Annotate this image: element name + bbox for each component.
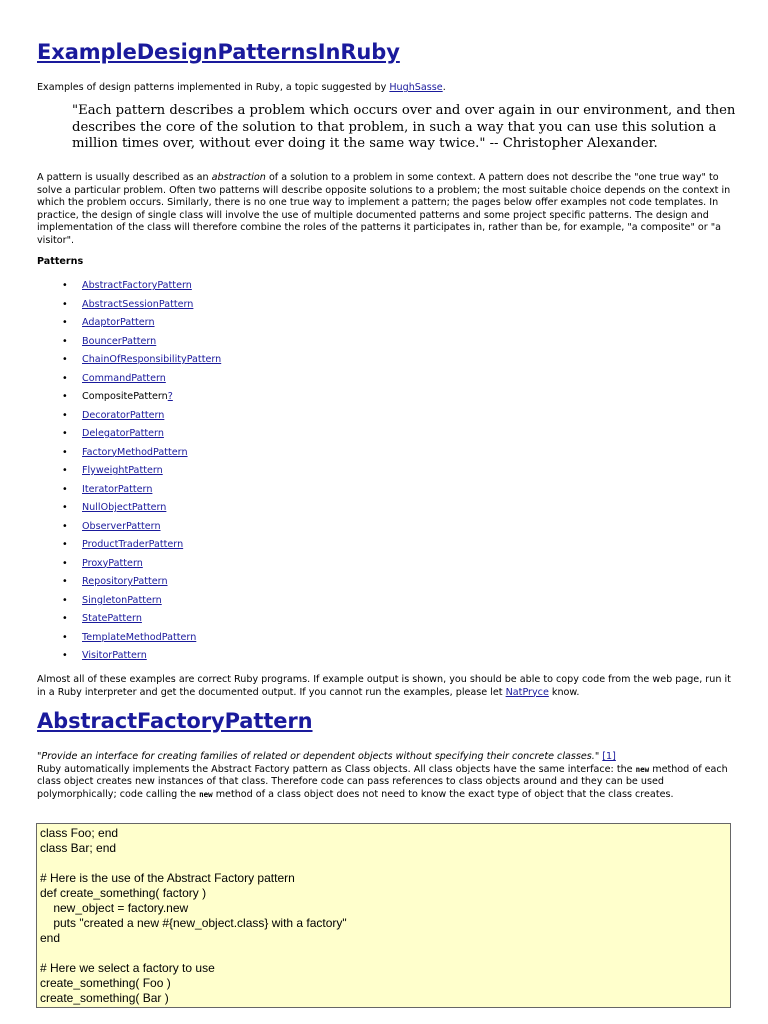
bullet-icon: • xyxy=(62,483,68,495)
page-title-link[interactable]: ExampleDesignPatternsInRuby xyxy=(37,40,400,64)
pattern-link[interactable]: DecoratorPattern xyxy=(82,409,165,421)
pattern-list-item xyxy=(60,391,221,410)
pattern-list-item xyxy=(60,632,221,651)
bullet-icon: • xyxy=(62,557,68,569)
pattern-link[interactable]: SingletonPattern xyxy=(82,594,162,606)
bullet-icon: • xyxy=(62,372,68,384)
pattern-list-item xyxy=(60,484,221,503)
pattern-link[interactable]: TemplateMethodPattern xyxy=(82,631,197,643)
pattern-link[interactable]: FlyweightPattern xyxy=(82,465,163,476)
pattern-link[interactable]: CommandPattern xyxy=(82,372,166,384)
pattern-link[interactable]: AbstractSessionPattern xyxy=(82,298,194,310)
abstract-factory-description xyxy=(37,751,737,801)
bullet-icon: • xyxy=(62,280,68,291)
gof-quote-open: " xyxy=(37,751,42,762)
pattern-link[interactable]: VisitorPattern xyxy=(82,650,147,661)
pattern-link[interactable]: StatePattern xyxy=(82,613,142,624)
pattern-list-item xyxy=(60,447,221,466)
pattern-link[interactable]: IteratorPattern xyxy=(82,483,153,495)
bullet-icon: • xyxy=(62,446,68,458)
body1-before: A pattern is usually described as an xyxy=(37,172,212,183)
pattern-list-item xyxy=(60,595,221,614)
bullet-icon: • xyxy=(62,613,68,624)
pattern-list-item xyxy=(60,336,221,355)
pattern-link[interactable]: ProxyPattern xyxy=(82,557,143,569)
create-page-link[interactable]: ? xyxy=(167,391,173,402)
bullet-icon: • xyxy=(62,576,68,587)
bullet-icon: • xyxy=(62,594,68,606)
new-keyword: new xyxy=(635,764,650,774)
bullet-icon: • xyxy=(62,520,68,532)
pattern-list-item xyxy=(60,502,221,521)
pattern-list-item xyxy=(60,317,221,336)
alexander-quote: "Each pattern describes a problem which occurs over and over again in our environment, and then describes the core of the solution to that problem, in such a way that you can use this solution a million times over, without ever doing it the same way twice." -- Christopher Alexander. xyxy=(72,103,736,152)
gof-text-a: Ruby automatically implements the Abstract Factory pattern as Class objects. All class objects have the same interface: the xyxy=(37,763,636,775)
pattern-link[interactable]: BouncerPattern xyxy=(82,335,157,347)
body1-after: of a solution to a problem in some context. A pattern does not describe the "one true way" to solve a particular problem. Often two patterns will describe opposite solutions to a problem; the most suitable choice depends on the context in which the problem occurs. Similarly, there is no one true way to implement a pattern; the pages below offer examples not code templates. In practice, the design of single class will involve the use of multiple documented patterns and some project specific patterns. The design and implementation of the class will therefore combine the roles of the patterns it participates in, rather than be, for example, "a composite" or "a visitor". xyxy=(37,172,731,246)
intro-text: Examples of design patterns implemented in Ruby, a topic suggested by xyxy=(37,82,390,93)
pattern-link[interactable]: RepositoryPattern xyxy=(82,576,168,587)
code-example-box: class Foo; end class Bar; end # Here is the use of the Abstract Factory pattern def create_something( factory ) new_object = factory.new puts "created a new #{new_object.class} with a factory" end # Here we select a factory to use create_something( Foo ) create_something( Bar ) xyxy=(36,823,731,1008)
bullet-icon: • xyxy=(62,354,68,365)
bullet-icon: • xyxy=(62,335,68,347)
pattern-list-item xyxy=(60,428,221,447)
pattern-list-item xyxy=(60,558,221,577)
abstraction-emphasis: abstraction xyxy=(211,172,266,183)
pattern-link[interactable]: FactoryMethodPattern xyxy=(82,446,188,458)
pattern-list-item xyxy=(60,410,221,429)
pattern-list-item xyxy=(60,373,221,392)
body2-before: Almost all of these examples are correct Ruby programs. If example output is shown, you should be able to copy code from the web page, run it in a Ruby interpreter and get the documented output. If you cannot run the examples, please let xyxy=(37,674,731,698)
body2-after: know. xyxy=(548,686,580,698)
pattern-list xyxy=(60,280,221,669)
gof-quote: Provide an interface for creating families of related or dependent objects without specifying their concrete classes. xyxy=(41,751,595,762)
bullet-icon: • xyxy=(62,539,68,550)
pattern-list-item xyxy=(60,576,221,595)
pattern-description-paragraph xyxy=(37,172,737,248)
bullet-icon: • xyxy=(62,650,68,661)
pattern-list-item xyxy=(60,299,221,318)
bullet-icon: • xyxy=(62,428,68,439)
pattern-link[interactable]: ChainOfResponsibilityPattern xyxy=(82,354,222,365)
pattern-list-item xyxy=(60,354,221,373)
pattern-name-unlinked: CompositePattern xyxy=(82,391,168,402)
natpryce-link[interactable]: NatPryce xyxy=(505,686,549,698)
gof-text-c: method of a class object does not need to know the exact type of object that the class creates. xyxy=(212,788,674,800)
gof-quote-close: " xyxy=(594,751,603,762)
page-title xyxy=(37,39,400,65)
pattern-list-item xyxy=(60,280,221,299)
pattern-link[interactable]: ObserverPattern xyxy=(82,520,161,532)
intro-end: . xyxy=(442,82,446,93)
pattern-link[interactable]: AdaptorPattern xyxy=(82,317,155,328)
bullet-icon: • xyxy=(62,409,68,421)
section-title-link[interactable]: AbstractFactoryPattern xyxy=(37,709,313,733)
pattern-list-item xyxy=(60,650,221,669)
bullet-icon: • xyxy=(62,502,68,513)
pattern-list-item xyxy=(60,465,221,484)
pattern-list-item xyxy=(60,539,221,558)
section-title-abstract-factory xyxy=(37,708,313,734)
reference-link[interactable]: [1] xyxy=(602,751,616,762)
new-keyword: new xyxy=(199,789,213,799)
bullet-icon: • xyxy=(62,631,68,643)
pattern-list-item xyxy=(60,613,221,632)
examples-note-paragraph xyxy=(37,674,737,699)
intro-paragraph xyxy=(37,82,737,95)
pattern-link[interactable]: AbstractFactoryPattern xyxy=(82,280,192,291)
pattern-link[interactable]: DelegatorPattern xyxy=(82,428,164,439)
bullet-icon: • xyxy=(62,465,68,476)
pattern-link[interactable]: ProductTraderPattern xyxy=(82,539,184,550)
bullet-icon: • xyxy=(62,391,68,402)
bullet-icon: • xyxy=(62,317,68,328)
gof-text-b: method of each class object creates new instances of that class. Therefore code can pass references to class objects around and they can be used polymorphically; code calling the xyxy=(37,763,728,800)
patterns-heading: Patterns xyxy=(37,256,84,267)
pattern-list-item xyxy=(60,521,221,540)
bullet-icon: • xyxy=(62,298,68,310)
pattern-link[interactable]: NullObjectPattern xyxy=(82,502,167,513)
hughsasse-link[interactable]: HughSasse xyxy=(389,82,443,93)
